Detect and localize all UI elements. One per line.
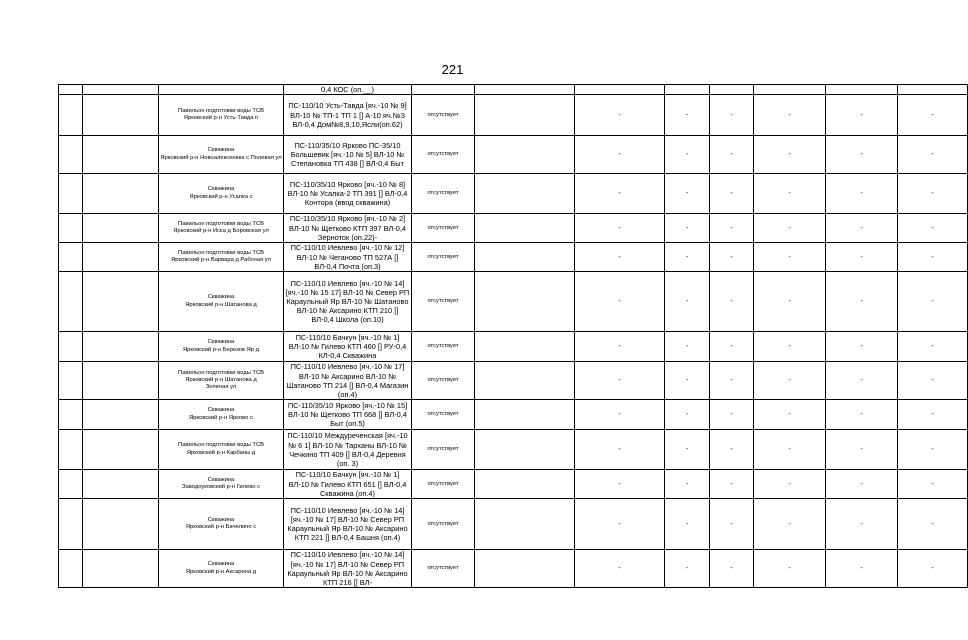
- empty-cell: [83, 470, 159, 499]
- table-row: [59, 174, 968, 214]
- data-table: [58, 84, 968, 588]
- status-cell: отсутствует: [412, 136, 475, 174]
- dash-cell: -: [575, 272, 665, 332]
- empty-cell: [59, 174, 83, 214]
- table-row: [59, 95, 968, 136]
- dash-cell: -: [898, 95, 968, 136]
- dash-cell: -: [826, 499, 898, 550]
- table-row: [59, 243, 968, 272]
- dash-cell: -: [826, 243, 898, 272]
- object-cell: [159, 362, 284, 400]
- object-line: Ярковский р-н Новоалексеевка с Полевая ул: [160, 154, 282, 161]
- dash-cell: -: [665, 362, 710, 400]
- dash-cell: -: [826, 136, 898, 174]
- power-line-cell: ПС-110/10 Иевлево [яч.-10 № 12] ВЛ-10 № Чеганово ТП 527А [] ВЛ-0,4 Почта (оп.3): [284, 243, 412, 272]
- empty-cell: [59, 550, 83, 588]
- dash-cell: -: [754, 136, 826, 174]
- power-line-cell: ПС-110/10 Усть-Тавда [яч.-10 № 9] ВЛ-10 № ТП-1 ТП 1 [] А-10 яч.№3 ВЛ-0,4 Дом№8,9,10,Ясли(оп.62): [284, 95, 412, 136]
- dash-cell: -: [710, 430, 754, 470]
- dash-cell: -: [665, 430, 710, 470]
- object-line: Ярковский р-н Варвара д Рабочая ул: [171, 257, 271, 264]
- table-row: [59, 272, 968, 332]
- dash-cell: -: [575, 400, 665, 430]
- empty-cell: [59, 430, 83, 470]
- empty-cell: [83, 243, 159, 272]
- empty-cell: [475, 550, 575, 588]
- dash-cell: -: [710, 400, 754, 430]
- dash-cell: -: [754, 430, 826, 470]
- dash-cell: -: [826, 400, 898, 430]
- power-line-cell: ПС-110/35/10 Ярково [яч.-10 № 2] ВЛ-10 № Щетково КТП 397 ВЛ-0,4 Зерноток (оп.22)-: [284, 214, 412, 243]
- dash-cell: -: [898, 400, 968, 430]
- power-line-cell: ПС-110/10 Иевлево [яч.-10 № 17] ВЛ-10 № Аксарино ВЛ-10 № Шатаново ТП 214 [] ВЛ-0,4 Магазин (оп.4): [284, 362, 412, 400]
- object-cell: [159, 550, 284, 588]
- object-line: Ярковский р-н Шатанова д: [185, 301, 257, 308]
- object-cell: [159, 136, 284, 174]
- dash-cell: -: [575, 174, 665, 214]
- table-row: [59, 214, 968, 243]
- empty-cell: [475, 174, 575, 214]
- empty-cell: [475, 272, 575, 332]
- dash-cell: -: [710, 95, 754, 136]
- empty-cell: [665, 85, 710, 95]
- empty-cell: [59, 499, 83, 550]
- object-line: Павильон подготовки воды ТСВ: [178, 442, 264, 449]
- object-line: Заводоуковский р-н Гилево с: [181, 484, 260, 491]
- empty-cell: [83, 214, 159, 243]
- dash-cell: -: [826, 430, 898, 470]
- power-line-cell: ПС-110/10 Бачкун [яч.-10 № 1] ВЛ-10 № Гилево КТП 460 [] РУ-0,4 КЛ-0,4 Скважина: [284, 332, 412, 362]
- object-line: Скважина: [207, 516, 235, 523]
- dash-cell: -: [754, 95, 826, 136]
- dash-cell: -: [898, 470, 968, 499]
- dash-cell: -: [710, 362, 754, 400]
- table-row: [59, 550, 968, 588]
- dash-cell: -: [826, 272, 898, 332]
- dash-cell: -: [575, 214, 665, 243]
- object-line: Павильон подготовки воды ТСВ: [178, 249, 264, 256]
- empty-cell: [475, 400, 575, 430]
- dash-cell: -: [665, 174, 710, 214]
- empty-cell: [83, 550, 159, 588]
- empty-cell: [898, 85, 968, 95]
- empty-cell: [59, 214, 83, 243]
- dash-cell: -: [826, 362, 898, 400]
- table-row: [59, 430, 968, 470]
- empty-cell: [59, 85, 83, 95]
- object-cell: [159, 430, 284, 470]
- empty-cell: [412, 85, 475, 95]
- empty-cell: [575, 85, 665, 95]
- object-line: Скважина: [207, 339, 235, 346]
- dash-cell: -: [575, 332, 665, 362]
- object-cell: [159, 174, 284, 214]
- empty-cell: [475, 95, 575, 136]
- power-line-cell: ПС-110/35/10 Ярково [яч.-10 № 15] ВЛ-10 № Щетково ТП 668 [] ВЛ-0,4 Быт (оп.5): [284, 400, 412, 430]
- empty-cell: [59, 243, 83, 272]
- dash-cell: -: [826, 550, 898, 588]
- empty-cell: [475, 85, 575, 95]
- dash-cell: -: [826, 332, 898, 362]
- object-line: Скважина: [207, 407, 235, 414]
- table-row-fragment: [59, 85, 968, 95]
- object-line: Скважина: [207, 294, 235, 301]
- dash-cell: -: [754, 400, 826, 430]
- dash-cell: -: [665, 332, 710, 362]
- table-row: [59, 332, 968, 362]
- dash-cell: -: [754, 332, 826, 362]
- table-row: [59, 136, 968, 174]
- dash-cell: -: [710, 332, 754, 362]
- dash-cell: -: [575, 362, 665, 400]
- status-cell: отсутствует: [412, 430, 475, 470]
- object-cell: [159, 499, 284, 550]
- dash-cell: -: [710, 136, 754, 174]
- empty-cell: [59, 400, 83, 430]
- dash-cell: -: [710, 243, 754, 272]
- dash-cell: -: [665, 470, 710, 499]
- dash-cell: -: [710, 174, 754, 214]
- status-cell: отсутствует: [412, 174, 475, 214]
- object-line: Ярковский р-н Карбаны д: [186, 449, 256, 456]
- power-line-cell: ПС-110/10 Бачкун [яч.-10 № 1] ВЛ-10 № Гилево КТП 651 [] ВЛ-0,4 Скважина (оп.4): [284, 470, 412, 499]
- dash-cell: -: [754, 362, 826, 400]
- empty-cell: [475, 470, 575, 499]
- empty-cell: [475, 243, 575, 272]
- object-line: Зеленая ул: [205, 384, 237, 391]
- dash-cell: -: [665, 136, 710, 174]
- object-line: Ярковский р-н Усть-Тавда п: [183, 115, 259, 122]
- empty-cell: [83, 136, 159, 174]
- status-cell: отсутствует: [412, 243, 475, 272]
- status-cell: отсутствует: [412, 272, 475, 332]
- dash-cell: -: [754, 470, 826, 499]
- dash-cell: -: [575, 499, 665, 550]
- empty-cell: [83, 85, 159, 95]
- object-line: Ярковский р-н Усалка с: [189, 193, 253, 200]
- dash-cell: -: [898, 332, 968, 362]
- dash-cell: -: [898, 499, 968, 550]
- object-line: Ярковский р-н Ярково с: [189, 414, 253, 421]
- dash-cell: -: [898, 243, 968, 272]
- empty-cell: [475, 136, 575, 174]
- object-cell: [159, 470, 284, 499]
- dash-cell: -: [575, 243, 665, 272]
- power-line-cell: ПС-110/35/10 Ярково [яч.-10 № 8] ВЛ-10 № Усалка-2 ТП 391 [] ВЛ-0,4 Контора (ввод скважина): [284, 174, 412, 214]
- line-fragment-cell: 0,4 КОС (оп.__): [284, 85, 412, 95]
- object-cell: [159, 243, 284, 272]
- dash-cell: -: [826, 470, 898, 499]
- empty-cell: [59, 136, 83, 174]
- object-cell: [159, 272, 284, 332]
- empty-cell: [59, 95, 83, 136]
- empty-cell: [59, 272, 83, 332]
- empty-cell: [475, 332, 575, 362]
- object-line: Скважина: [207, 476, 235, 483]
- power-line-cell: ПС-110/10 Иевлево [яч.-10 № 14] [яч.-10 № 17] ВЛ-10 № Север РП Караульный Яр ВЛ-10 № Аксарино КТП 216 [] ВЛ-: [284, 550, 412, 588]
- object-line: Ярковский р-н Березов Яр д: [183, 346, 259, 353]
- object-line: Скважина: [207, 561, 235, 568]
- dash-cell: -: [898, 550, 968, 588]
- dash-cell: -: [710, 272, 754, 332]
- dash-cell: -: [826, 214, 898, 243]
- empty-cell: [754, 85, 826, 95]
- empty-cell: [475, 362, 575, 400]
- empty-cell: [710, 85, 754, 95]
- object-line: Павильон подготовки воды ТСВ: [178, 107, 264, 114]
- dash-cell: -: [898, 174, 968, 214]
- dash-cell: -: [754, 550, 826, 588]
- empty-cell: [83, 332, 159, 362]
- empty-cell: [83, 272, 159, 332]
- table-row: [59, 470, 968, 499]
- object-line: Павильон подготовки воды ТСВ: [178, 220, 264, 227]
- object-cell: [159, 95, 284, 136]
- dash-cell: -: [754, 499, 826, 550]
- object-line: Скважина: [207, 147, 235, 154]
- power-line-cell: ПС-110/10 Иевлево [яч.-10 № 14] [яч.-10 № 17] ВЛ-10 № Север РП Караульный Яр ВЛ-10 № Аксарино КТП 221 [] ВЛ-0,4 Башня (оп.4): [284, 499, 412, 550]
- object-line: Павильон подготовки воды ТСВ: [178, 369, 264, 376]
- dash-cell: -: [665, 272, 710, 332]
- empty-cell: [83, 174, 159, 214]
- dash-cell: -: [898, 136, 968, 174]
- dash-cell: -: [754, 214, 826, 243]
- status-cell: отсутствует: [412, 470, 475, 499]
- dash-cell: -: [575, 550, 665, 588]
- object-line: Ярковский р-н Шатанова д: [185, 376, 257, 383]
- dash-cell: -: [710, 470, 754, 499]
- empty-cell: [59, 362, 83, 400]
- table-row: [59, 400, 968, 430]
- dash-cell: -: [754, 174, 826, 214]
- power-line-cell: ПС-110/35/10 Ярково ПС-35/10 Большевик [яч.-10 № 5] ВЛ-10 № Степановка ТП 438 [] ВЛ-0,4 Быт: [284, 136, 412, 174]
- object-cell: [159, 214, 284, 243]
- dash-cell: -: [754, 272, 826, 332]
- empty-cell: [83, 430, 159, 470]
- status-cell: отсутствует: [412, 332, 475, 362]
- dash-cell: -: [710, 214, 754, 243]
- empty-cell: [59, 470, 83, 499]
- dash-cell: -: [898, 430, 968, 470]
- dash-cell: -: [826, 95, 898, 136]
- empty-cell: [59, 332, 83, 362]
- dash-cell: -: [710, 550, 754, 588]
- dash-cell: -: [575, 470, 665, 499]
- dash-cell: -: [575, 95, 665, 136]
- status-cell: отсутствует: [412, 499, 475, 550]
- empty-cell: [83, 362, 159, 400]
- power-line-cell: ПС-110/10 Иевлево [яч.-10 № 14] [яч.-10 № 15 17] ВЛ-10 № Север РП Караульный Яр ВЛ-10 № Шатаново ВЛ-10 № Аксарино КТП 210 [] ВЛ-0,4 Школа (оп.10): [284, 272, 412, 332]
- status-cell: отсутствует: [412, 362, 475, 400]
- power-line-cell: ПС-110/10 Междуреченская [яч.-10 № 6 1] ВЛ-10 № Тарханы ВЛ-10 № Чечкино ТП 409 [] ВЛ-0,4 Деревня (оп. 3): [284, 430, 412, 470]
- page-number: 221: [441, 62, 464, 77]
- empty-cell: [475, 499, 575, 550]
- status-cell: отсутствует: [412, 550, 475, 588]
- object-cell: [159, 400, 284, 430]
- empty-cell: [475, 214, 575, 243]
- object-line: Ярковский р-н Аксарина д: [185, 568, 257, 575]
- dash-cell: -: [665, 400, 710, 430]
- dash-cell: -: [665, 243, 710, 272]
- dash-cell: -: [898, 362, 968, 400]
- table-row: [59, 362, 968, 400]
- dash-cell: -: [826, 174, 898, 214]
- dash-cell: -: [575, 430, 665, 470]
- object-line: Ярковский р-н Бачелино с: [185, 524, 257, 531]
- dash-cell: -: [665, 499, 710, 550]
- status-cell: отсутствует: [412, 95, 475, 136]
- dash-cell: -: [575, 136, 665, 174]
- dash-cell: -: [710, 499, 754, 550]
- dash-cell: -: [754, 243, 826, 272]
- status-cell: отсутствует: [412, 400, 475, 430]
- empty-cell: [159, 85, 284, 95]
- status-cell: отсутствует: [412, 214, 475, 243]
- empty-cell: [475, 430, 575, 470]
- empty-cell: [83, 400, 159, 430]
- object-line: Ярковский р-н Иска д Боровская ул: [173, 228, 269, 235]
- empty-cell: [83, 499, 159, 550]
- empty-cell: [826, 85, 898, 95]
- table-row: [59, 499, 968, 550]
- dash-cell: -: [665, 95, 710, 136]
- dash-cell: -: [665, 214, 710, 243]
- object-line: Скважина: [207, 186, 235, 193]
- empty-cell: [83, 95, 159, 136]
- object-cell: [159, 332, 284, 362]
- dash-cell: -: [898, 214, 968, 243]
- dash-cell: -: [665, 550, 710, 588]
- dash-cell: -: [898, 272, 968, 332]
